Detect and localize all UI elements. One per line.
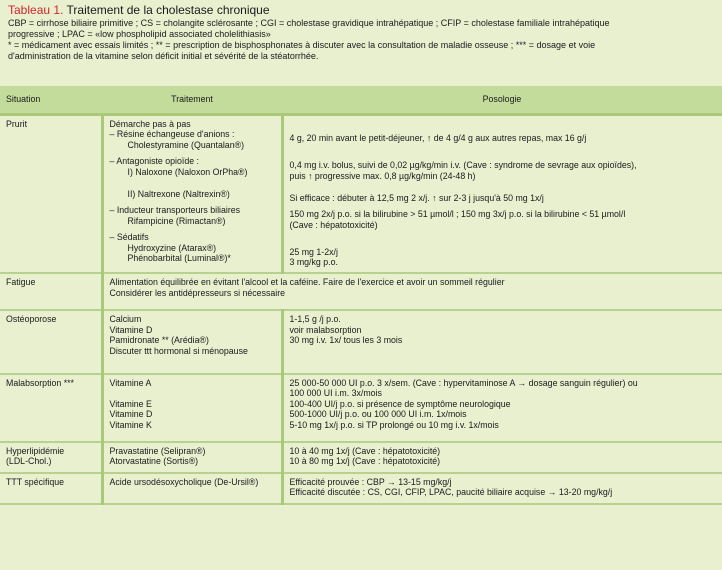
text-line: – Antagoniste opioïde : — [109, 156, 200, 167]
table-row-hyperlipidemie — [0, 442, 722, 473]
text-line: Si efficace : débuter à 12,5 mg 2 x/j. ↑ sur 2-3 j jusqu'à 50 mg 1x/j — [289, 193, 544, 204]
col-header-posologie: Posologie — [282, 86, 722, 115]
legend-line: progressive ; LPAC = «low phospholipid associated cholelithiasis» — [8, 29, 271, 39]
cell-traitement-posologie — [102, 273, 722, 310]
text-line: 30 mg i.v. 1x/ tous les 3 mois — [289, 335, 403, 346]
cell-situation: Ostéoporose — [0, 310, 102, 374]
table-title — [8, 4, 714, 17]
text-line: (Cave : hépatotoxicité) — [289, 219, 378, 230]
cell-traitement — [102, 115, 282, 274]
cell-posologie — [282, 473, 722, 504]
text-line: 10 à 40 mg 1x/j (Cave : hépatotoxicité) — [289, 445, 441, 456]
header-row — [0, 86, 722, 115]
text-line: Considérer les antidépresseurs si nécessaire — [109, 287, 286, 298]
col-header-traitement: Traitement — [102, 86, 282, 115]
legend-line: * = médicament avec essais limités ; ** = prescription de bisphosphonates à discuter avec la consultation de maladie osseuse ; *** = dosage et voie — [8, 40, 596, 50]
text-line: Vitamine A — [109, 377, 152, 388]
table-number: Tableau 1. — [8, 3, 64, 17]
table-row-osteoporose — [0, 310, 722, 374]
table-row-fatigue — [0, 273, 722, 310]
text-line: Vitamine D — [109, 324, 153, 335]
cell-posologie — [282, 442, 722, 473]
text-line: 10 à 80 mg 1x/j (Cave : hépatotoxicité) — [289, 456, 441, 467]
text-line: 1-1,5 g /j p.o. — [289, 314, 341, 325]
text-line: 0,4 mg i.v. bolus, suivi de 0,02 µg/kg/min i.v. (Cave : syndrome de sevrage aux opioïdes), — [289, 160, 637, 171]
text-line: I) Naloxone (Naloxon OrPha®) — [127, 166, 248, 177]
text-line: Alimentation équilibrée en évitant l'alcool et la caféine. Faire de l'exercice et avoir un sommeil régulier — [109, 277, 505, 288]
text-line: 5-10 mg 1x/j p.o. si TP prolongé ou 10 mg i.v. 1x/mois — [289, 419, 499, 430]
text-line: Efficacité discutée : CS, CGI, CFIP, LPAC, paucité biliaire acquise → 13-20 mg/kg/j — [289, 487, 613, 498]
text-line: Pamidronate ** (Arédia®) — [109, 335, 209, 346]
text-line: Vitamine D — [109, 409, 153, 420]
cell-situation: Fatigue — [0, 273, 102, 310]
text-line: 100 000 UI i.m. 3x/mois — [289, 388, 382, 399]
table-title-text: Traitement de la cholestase chronique — [66, 3, 270, 17]
text-line: Pravastatine (Selipran®) — [109, 445, 206, 456]
text-line: 150 mg 2x/j p.o. si la bilirubine > 51 µmol/l ; 150 mg 3x/j p.o. si la bilirubine < 51 µmol/l — [289, 209, 626, 220]
cell-posologie — [282, 310, 722, 374]
text-line: 500-1000 UI/j p.o. ou 100 000 UI i.m. 1x/mois — [289, 409, 467, 420]
cell-situation — [0, 442, 102, 473]
cell-traitement: Acide ursodésoxycholique (De-Ursil®) — [102, 473, 282, 504]
table-row-prurit — [0, 115, 722, 274]
text-line: II) Naltrexone (Naltrexin®) — [127, 189, 230, 200]
legend — [8, 18, 714, 62]
text-line: 25 000-50 000 UI p.o. 3 x/sem. (Cave : hypervitaminose A → dosage sanguin régulier) ou — [289, 377, 638, 388]
cell-situation: Malabsorption *** — [0, 374, 102, 442]
text-line: – Inducteur transporteurs biliaires — [109, 205, 241, 216]
table-row-malabsorption — [0, 374, 722, 442]
legend-line: CBP = cirrhose biliaire primitive ; CS = cholangite sclérosante ; CGI = cholestase gravidique intrahépatique ; CFIP = cholestase familiale intrahépatique — [8, 18, 610, 28]
text-line: Vitamine K — [109, 419, 152, 430]
cell-traitement — [102, 442, 282, 473]
text-line: Atorvastatine (Sortis®) — [109, 456, 199, 467]
text-line: 3 mg/kg p.o. — [289, 257, 338, 268]
text-line: Vitamine E — [109, 398, 152, 409]
text-line: voir malabsorption — [289, 324, 362, 335]
cell-traitement — [102, 310, 282, 374]
text-line: (LDL-Chol.) — [6, 456, 52, 467]
table-row-ttt-specifique — [0, 473, 722, 504]
text-line: Hydroxyzine (Atarax®) — [127, 242, 217, 253]
cell-traitement — [102, 374, 282, 442]
cell-situation: Prurit — [0, 115, 102, 274]
text-line: 4 g, 20 min avant le petit-déjeuner, ↑ de 4 g/4 g aux autres repas, max 16 g/j — [289, 133, 587, 144]
cell-posologie — [282, 115, 722, 274]
text-line: Efficacité prouvée : CBP → 13-15 mg/kg/j — [289, 476, 452, 487]
text-line: Hyperlipidémie — [6, 445, 65, 456]
text-line: – Sédatifs — [109, 232, 149, 243]
legend-line: d'administration de la vitamine selon déficit initial et sévérité de la stéatorrhée. — [8, 51, 319, 61]
text-line: puis ↑ progressive max. 0,8 µg/kg/min (24-48 h) — [289, 170, 476, 181]
cell-posologie — [282, 374, 722, 442]
table-caption — [0, 0, 722, 77]
col-header-situation: Situation — [0, 86, 102, 115]
text-line: 25 mg 1-2x/j — [289, 246, 338, 257]
text-line: Rifampicine (Rimactan®) — [127, 215, 226, 226]
treatment-table — [0, 86, 722, 505]
text-line: Phénobarbital (Luminal®)* — [127, 253, 231, 264]
cell-situation: TTT spécifique — [0, 473, 102, 504]
text-line: – Résine échangeuse d'anions : — [109, 129, 235, 140]
text-line: Démarche pas à pas — [109, 119, 191, 129]
text-line: 100-400 UI/j p.o. si présence de symptôme neurologique — [289, 398, 511, 409]
text-line: Cholestyramine (Quantalan®) — [127, 139, 244, 150]
text-line: Discuter ttt hormonal si ménopause — [109, 345, 248, 356]
text-line: Calcium — [109, 314, 142, 325]
